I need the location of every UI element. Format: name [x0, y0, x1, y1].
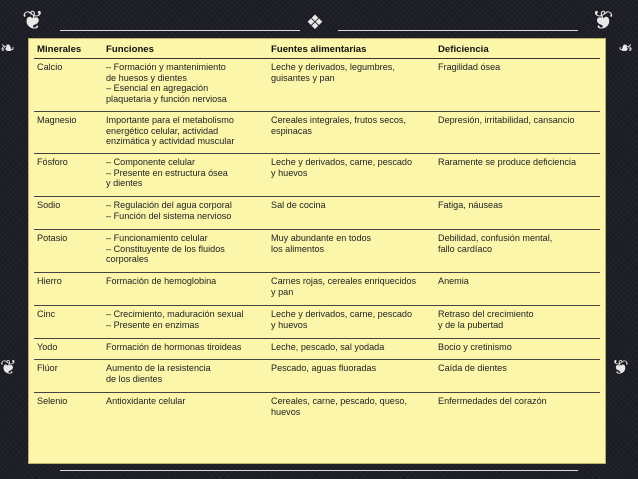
- cell-deficiencia: Fragilidad ósea: [435, 58, 600, 111]
- cell-fuentes: Cereales integrales, frutos secos, espinacas: [268, 111, 435, 153]
- cell-fuentes: Leche y derivados, legumbres, guisantes y pan: [268, 58, 435, 111]
- cell-fuentes: Leche, pescado, sal yodada: [268, 338, 435, 359]
- header-deficiencia: Deficiencia: [435, 43, 600, 58]
- flourish-ornament-icon: ❧: [618, 38, 634, 58]
- cell-funciones: Formación de hemoglobina: [103, 272, 268, 305]
- header-minerales: Minerales: [34, 43, 103, 58]
- crown-ornament-icon: ❖: [306, 12, 324, 34]
- cell-mineral: Fósforo: [34, 153, 103, 196]
- table-row: [34, 229, 600, 272]
- cell-funciones: Importante para el metabolismo energético celular, actividad enzimática y actividad muscular: [103, 111, 268, 153]
- cell-deficiencia: Enfermedades del corazón: [438, 395, 547, 406]
- flourish-ornament-icon: ❦: [592, 5, 614, 35]
- cell-mineral: Sodio: [34, 196, 103, 229]
- cell-mineral: Magnesio: [34, 111, 103, 153]
- cell-funciones: – Formación y mantenimiento de huesos y dientes – Esencial en agregación plaquetaria y función nerviosa: [103, 58, 268, 111]
- table-row: [34, 196, 600, 229]
- cell-deficiencia: Raramente se produce deficiencia: [435, 153, 600, 196]
- cell-mineral: Cinc: [34, 305, 103, 338]
- cell-fuentes: Sal de cocina: [268, 196, 435, 229]
- table-header-row: [34, 43, 600, 58]
- top-rule: [338, 30, 578, 31]
- cell-mineral: Hierro: [34, 272, 103, 305]
- cell-funciones: Antioxidante celular: [106, 395, 186, 406]
- cell-fuentes: Muy abundante en todos los alimentos: [268, 229, 435, 272]
- cell-fuentes: Pescado, aguas fluoradas: [268, 359, 435, 392]
- cell-fuentes: Cereales, carne, pescado, queso, huevos: [271, 395, 407, 417]
- table-row: [34, 338, 600, 359]
- table-row: [34, 111, 600, 153]
- minerals-table-panel: [28, 38, 606, 464]
- cell-funciones: Aumento de la resistencia de los dientes: [103, 359, 268, 392]
- minerals-table: [34, 43, 600, 425]
- cell-mineral: Potasio: [34, 229, 103, 272]
- cell-deficiencia: Retraso del crecimiento y de la pubertad: [435, 305, 600, 338]
- cell-fuentes: Leche y derivados, carne, pescado y huevos: [268, 153, 435, 196]
- cell-funciones: – Funcionamiento celular – Constituyente de los fluidos corporales: [103, 229, 268, 272]
- cell-fuentes: Carnes rojas, cereales enriquecidos y pan: [268, 272, 435, 305]
- table-row: [34, 58, 600, 111]
- cell-mineral: Flúor: [34, 359, 103, 392]
- flourish-ornament-icon: ❧: [0, 38, 16, 58]
- cell-deficiencia: Caída de dientes: [435, 359, 600, 392]
- top-rule: [60, 30, 300, 31]
- cell-mineral: Yodo: [34, 338, 103, 359]
- cell-funciones: Formación de hormonas tiroideas: [103, 338, 268, 359]
- table-row: [34, 305, 600, 338]
- cell-funciones: – Componente celular – Presente en estructura ósea y dientes: [103, 153, 268, 196]
- cell-funciones: – Crecimiento, maduración sexual – Presente en enzimas: [103, 305, 268, 338]
- cell-fuentes: Leche y derivados, carne, pescado y huevos: [268, 305, 435, 338]
- table-row: [34, 359, 600, 392]
- cell-deficiencia: Fatiga, náuseas: [435, 196, 600, 229]
- flourish-ornament-icon: ❦: [0, 357, 17, 379]
- cell-deficiencia: Debilidad, confusión mental, fallo cardíaco: [435, 229, 600, 272]
- header-funciones: Funciones: [103, 43, 268, 58]
- cell-mineral: Selenio: [37, 395, 68, 406]
- flourish-ornament-icon: ❦: [612, 357, 629, 379]
- table-row: [34, 153, 600, 196]
- cell-deficiencia: Depresión, irritabilidad, cansancio: [435, 111, 600, 153]
- table-row: [34, 392, 600, 425]
- header-fuentes: Fuentes alimentarias: [268, 43, 435, 58]
- bottom-rule: [60, 470, 578, 471]
- cell-funciones: – Regulación del agua corporal – Función del sistema nervioso: [103, 196, 268, 229]
- cell-mineral: Calcio: [34, 58, 103, 111]
- table-row: [34, 272, 600, 305]
- flourish-ornament-icon: ❦: [22, 5, 44, 35]
- cell-deficiencia: Anemia: [435, 272, 600, 305]
- cell-deficiencia: Bocio y cretinismo: [435, 338, 600, 359]
